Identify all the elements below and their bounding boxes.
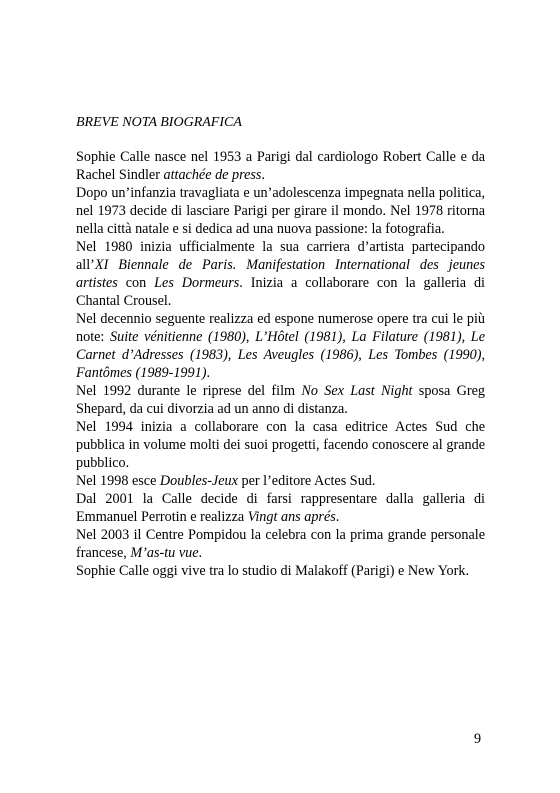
text-span: sposa Greg Shepard, da cui divorzia ad un anno di distanza. [76, 383, 485, 417]
text-span: Dal 2001 la Calle decide di farsi rappresentare dalla galleria di Emmanuel Perrotin e realizza [76, 491, 485, 525]
paragraph-birth [76, 148, 485, 184]
text-span: . [335, 509, 340, 525]
text-span: , [358, 347, 369, 363]
section-heading: BREVE NOTA BIOGRAFICA [76, 115, 242, 130]
text-span: , [245, 329, 256, 345]
page-number: 9 [474, 731, 482, 747]
italic-span: attachée de press [163, 167, 262, 183]
paragraph-career-start [76, 238, 485, 310]
text-span: , [481, 347, 486, 363]
paragraph-2003 [76, 526, 485, 562]
text-span: Nel decennio seguente realizza ed espone numerose opere tra cui le più note: [76, 311, 485, 345]
italic-span: Suite vénitienne (1980) [110, 329, 246, 345]
text-span: Nel 1994 inizia a collaborare con la casa editrice Actes Sud che pubblica in volume molti dei suoi progetti, facendo conoscere al grande pubblico. [76, 419, 485, 471]
biography-text [76, 148, 485, 580]
text-span: Sophie Calle oggi vive tra lo studio di Malakoff (Parigi) e New York. [76, 563, 469, 579]
text-span: , [227, 347, 238, 363]
italic-span: Les Tombes (1990) [368, 347, 482, 363]
text-span: . [198, 545, 203, 561]
italic-span: Fantômes (1989-1991) [76, 365, 207, 381]
paragraph-works [76, 310, 485, 382]
text-span: . [206, 365, 210, 381]
italic-span: Les Dormeurs [154, 275, 240, 291]
paragraph-2001 [76, 490, 485, 526]
italic-span: No Sex Last Night [301, 383, 413, 399]
paragraph-1992 [76, 382, 485, 418]
text-span: . [261, 167, 265, 183]
text-span: Nel 2003 il Centre Pompidou la celebra con la prima grande personale francese, [76, 527, 485, 561]
text-span: Nel 1980 inizia ufficialmente la sua carriera d’artista partecipando all’ [76, 239, 485, 273]
text-span: per l’editore Actes Sud. [237, 473, 376, 489]
italic-span: XI Biennale de Paris. Manifestation International des jeunes artistes [76, 257, 485, 291]
paragraph-today [76, 562, 485, 580]
italic-span: L’Hôtel (1981), La Filature (1981), Le Carnet d’Adresses (1983) [76, 329, 485, 363]
text-span: Nel 1992 durante le riprese del film [76, 383, 302, 399]
text-span: Sophie Calle nasce nel 1953 a Parigi dal cardiologo Robert Calle e da Rachel Sindler [76, 149, 485, 183]
paragraph-1994 [76, 418, 485, 472]
text-span: . Inizia a collaborare con la galleria di Chantal Crousel. [76, 275, 485, 309]
italic-span: Doubles-Jeux [159, 473, 238, 489]
text-span: con [117, 275, 155, 291]
italic-span: M’as-tu vue [130, 545, 199, 561]
text-span: Dopo un’infanzia travagliata e un’adolescenza impegnata nella politica, nel 1973 decide di lasciare Parigi per girare il mondo. Nel 1978 ritorna nella città natale e si dedica ad una nuova passione: la fotografia. [76, 185, 485, 237]
italic-span: Les Aveugles (1986) [237, 347, 359, 363]
paragraph-1998 [76, 472, 485, 490]
text-span: Nel 1998 esce [76, 473, 160, 489]
italic-span: Vingt ans aprés [247, 509, 336, 525]
paragraph-youth [76, 184, 485, 238]
